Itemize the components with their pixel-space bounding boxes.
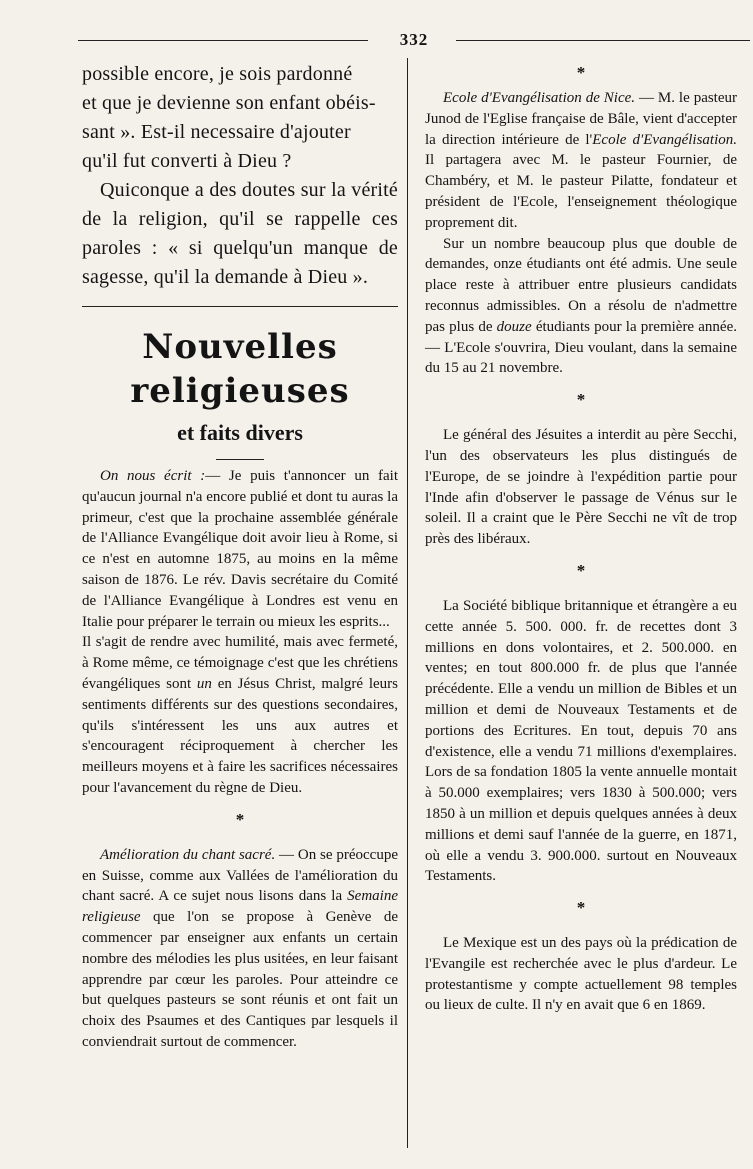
article-text: en Jésus Christ, malgré leurs sentiments différents sur des questions secondaires, qu'ils s'intéressent les uns aux autres et s'encouragent réciproquement à chercher les meilleurs moyens et à faire les sacrifices nécessaires pour l'avancement du règne de Dieu. (82, 675, 398, 796)
left-column (82, 60, 398, 1053)
intro-paragraph: Quiconque a des doutes sur la vérité de la religion, qu'il se rappelle ces paroles : « si quelqu'un manque de sagesse, qu'il la demande à Dieu ». (82, 179, 398, 288)
article-text: — M. le pasteur Junod de l'Eglise française de Bâle, vient d'accepter la direction intérieure de l' (425, 90, 738, 148)
article-chant-sacre (82, 845, 398, 1053)
column-divider (407, 58, 408, 1148)
article-emphasis: douze (496, 318, 532, 335)
article-text: — On se préoccupe en Suisse, comme aux Vallées de l'amélioration du chant sacré. A ce sujet nous lisons dans la (82, 846, 398, 905)
article-emphasis: un (196, 675, 212, 692)
article-text: — Je puis t'annoncer un fait qu'aucun journal n'a encore publié et dont tu auras la primeur, c'est que la prochaine assemblée générale de l'Alliance Evangélique doit avoir lieu à Rome, si ce n'est en automne 1875, au moins en la même saison de 1876. Le rév. Davis secrétaire du Comité de l'Alliance Evangélique à Londres est venu en Italie pour préparer le terrain ou mieux les esprits... (82, 468, 399, 630)
article-text: Il partagera avec M. le pasteur Fournier, de Chambéry, et M. le pasteur Pilatte, fondateur et président de l'Ecole, l'enseignement théologique proprement dit. (425, 152, 737, 231)
article-text: Sur un nombre beaucoup plus que double de demandes, onze étudiants ont été admis. Une seule place reste à attribuer entre plusieurs candidats reconnus admissibles. On a résolu de n'admettre pas plus de (425, 235, 737, 335)
article-mexique: Le Mexique est un des pays où la prédication de l'Evangile est recherchée avec le plus d'ardeur. Le protestantisme y compte actuellement 98 temples ou lieux de culte. Il n'y en avait que 6 en 1869. (425, 935, 737, 1014)
article-on-nous-ecrit (82, 466, 398, 632)
header-rule-left (78, 40, 368, 41)
section-star: * (576, 560, 586, 580)
article-ecole-nice (425, 88, 737, 234)
section-star: * (235, 809, 245, 829)
intro-line: et que je devienne son enfant obéis- (82, 92, 376, 114)
intro-line: sant ». Est-il necessaire d'ajouter (82, 121, 351, 143)
subtitle-rule (216, 459, 264, 460)
section-rule (82, 306, 398, 307)
section-title: Nouvelles religieuses (130, 327, 350, 411)
article-kicker: Ecole d'Evangélisation de Nice. (443, 90, 636, 106)
article-kicker: Amélioration du chant sacré. (100, 846, 276, 863)
page-number: 332 (399, 30, 429, 49)
article-text: Il s'agit de rendre avec humilité, mais avec fermeté, à Rome même, ce témoignage c'est que les chrétiens évangéliques sont (82, 634, 398, 692)
section-star: * (576, 898, 586, 918)
article-text: étudiants pour la première année. — L'Ecole s'ouvrira, Dieu voulant, dans la semaine du 15 au 21 novembre. (425, 318, 737, 377)
intro-line: qu'il fut converti à Dieu ? (82, 150, 292, 172)
section-star: * (576, 63, 586, 82)
article-societe-biblique: La Société biblique britannique et étrangère a eu cette année 5. 500. 000. fr. de recettes dont 3 millions en dons volontaires, et 2. 500.000. en ventes; en tout 800.000 fr. de plus que l'année précédente. Elle a vendu un million de Bibles et un million et demi de Nouveaux Testaments et de portions des Ecritures. En tout, depuis 70 ans d'existence, elle a vendu 71 millions d'exemplaires. Lors de sa fondation 1805 la vente annuelle montait à 50.000 exemplaires; vers 1830 à 500.000; vers 1850 à un million et depuis quelques années à deux millions et demi sauf l'année de la guerre, en 1871, où elle a vendu 3. 900.000. surtout en Nouveaux Testaments. (425, 597, 737, 885)
page-header (78, 30, 750, 50)
section-star: * (576, 390, 586, 410)
article-ecole-nice-cont (425, 234, 737, 380)
header-rule-right (456, 40, 750, 41)
article-emphasis: Semaine religieuse (82, 888, 398, 926)
article-emphasis: Ecole d'Evangélisation. (592, 131, 737, 148)
article-on-nous-ecrit-cont (82, 632, 398, 798)
right-column (425, 60, 737, 1016)
article-kicker: On nous écrit : (100, 468, 206, 484)
article-jesuites: Le général des Jésuites a interdit au père Secchi, l'un des observateurs les plus distingués de l'Europe, de se joindre à l'expédition partie pour l'Inde afin d'observer le passage de Vénus sur le soleil. Il a craint que le Père Secchi ne vît de trop près des libéraux. (425, 427, 737, 548)
article-text: que l'on se propose à Genève de commencer par enseigner aux enfants un certain nombre des mélodies les plus usitées, en leur faisant apprendre par cœur les paroles. Pour atteindre ce but quelques pasteurs se sont réunis et ont fait un choix des Psaumes et des Cantiques par lesquels il conviendrait surtout de commencer. (82, 909, 398, 1050)
section-subtitle: et faits divers (177, 420, 303, 445)
intro-line: possible encore, je sois pardonné (82, 63, 353, 85)
